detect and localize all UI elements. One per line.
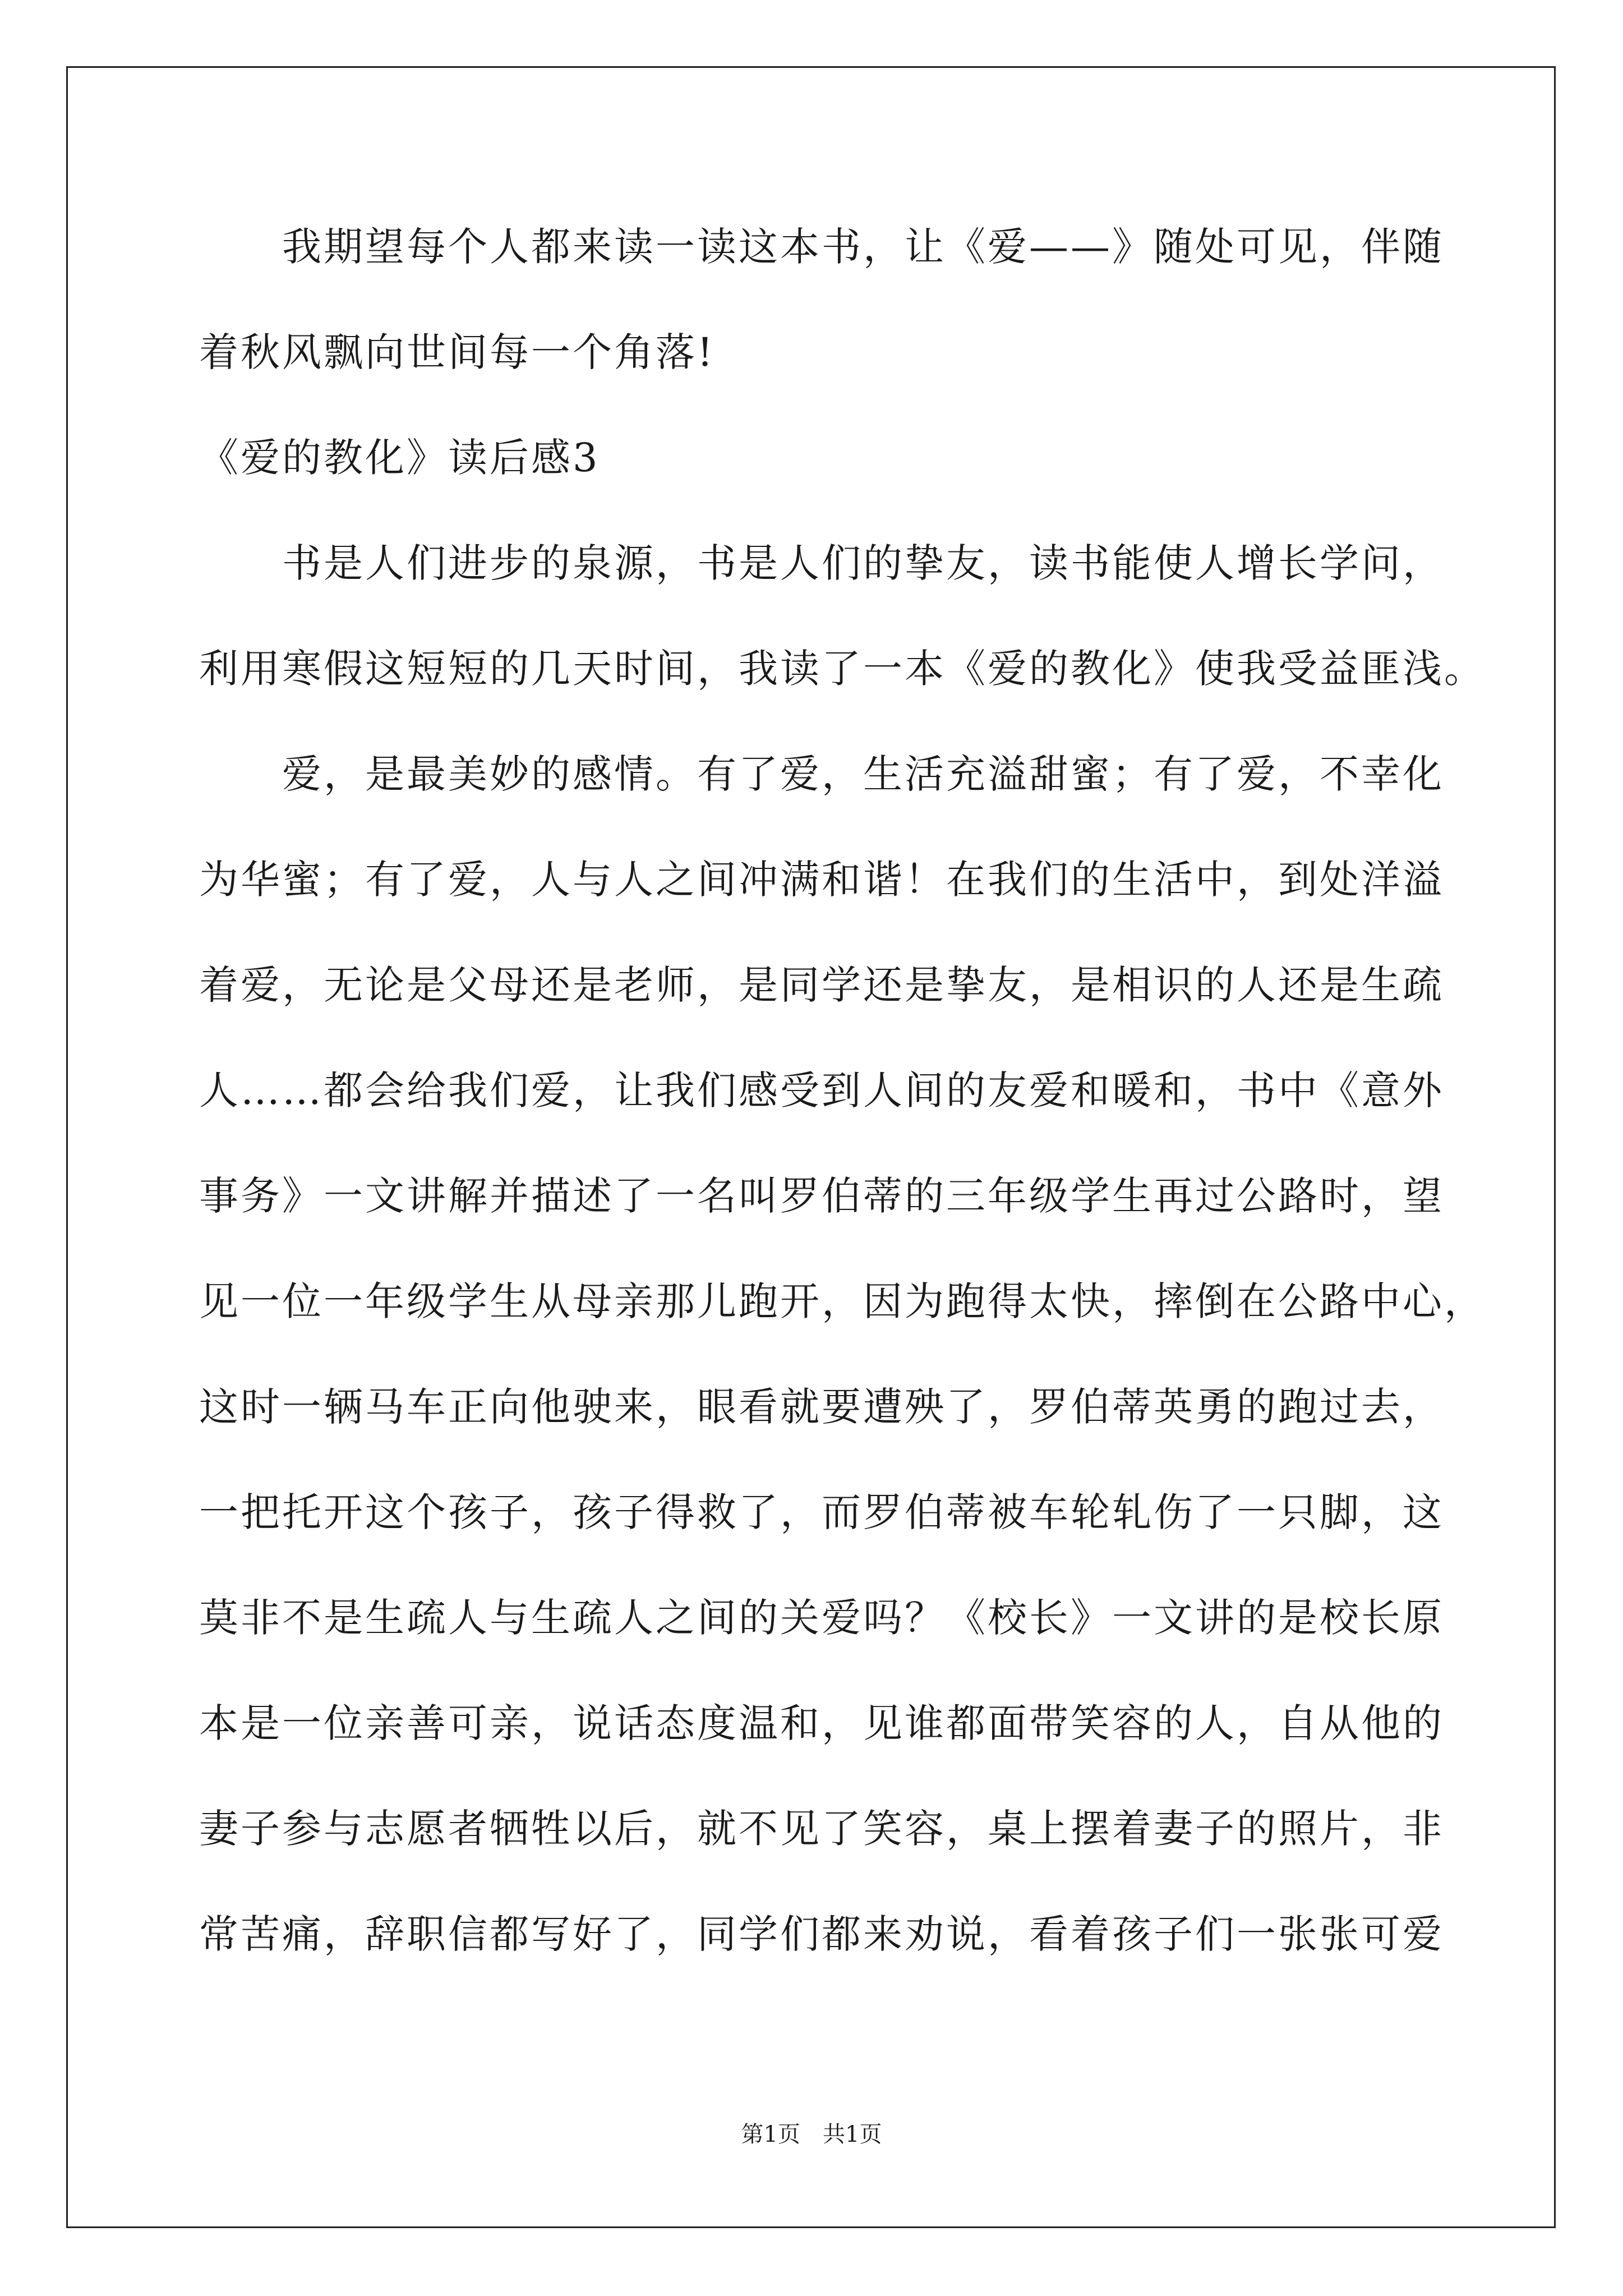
paragraph-line: 利用寒假这短短的几天时间，我读了一本《爱的教化》使我受益匪浅。 — [199, 646, 1486, 692]
paragraph-line: 着秋风飘向世间每一个角落! — [199, 329, 716, 375]
paragraph-line: 本是一位亲善可亲，说话态度温和，见谁都面带笑容的人，自从他的 — [199, 1700, 1444, 1746]
paragraph-line: 妻子参与志愿者牺牲以后，就不见了笑容，桌上摆着妻子的照片，非 — [199, 1806, 1444, 1852]
paragraph-line: 莫非不是生疏人与生疏人之间的关爱吗？《校长》一文讲的是校长原 — [199, 1595, 1444, 1641]
paragraph-line: 爱，是最美妙的感情。有了爱，生活充溢甜蜜；有了爱，不幸化 — [282, 751, 1444, 797]
paragraph-line: 一把托开这个孩子，孩子得救了，而罗伯蒂被车轮轧伤了一只脚，这 — [199, 1489, 1444, 1535]
page-border — [66, 66, 1556, 2228]
paragraph-line: 这时一辆马车正向他驶来，眼看就要遭殃了，罗伯蒂英勇的跑过去， — [199, 1384, 1444, 1430]
paragraph-line: 我期望每个人都来读一读这本书，让《爱——》随处可见，伴随 — [282, 224, 1444, 270]
paragraph-line: 书是人们进步的泉源，书是人们的挚友，读书能使人增长学问， — [282, 540, 1444, 586]
page-number: 第1页 共1页 — [741, 2122, 882, 2147]
paragraph-line: 人……都会给我们爱，让我们感受到人间的友爱和暖和，书中《意外 — [199, 1068, 1444, 1114]
paragraph-line: 见一位一年级学生从母亲那儿跑开，因为跑得太快，摔倒在公路中心， — [199, 1278, 1486, 1324]
section-heading: 《爱的教化》读后感3 — [199, 435, 600, 481]
paragraph-line: 常苦痛，辞职信都写好了，同学们都来劝说，看着孩子们一张张可爱 — [199, 1911, 1444, 1957]
paragraph-line: 着爱，无论是父母还是老师，是同学还是挚友，是相识的人还是生疏 — [199, 962, 1444, 1008]
paragraph-line: 事务》一文讲解并描述了一名叫罗伯蒂的三年级学生再过公路时，望 — [199, 1173, 1444, 1219]
paragraph-line: 为华蜜；有了爱，人与人之间冲满和谐！在我们的生活中，到处洋溢 — [199, 857, 1444, 903]
